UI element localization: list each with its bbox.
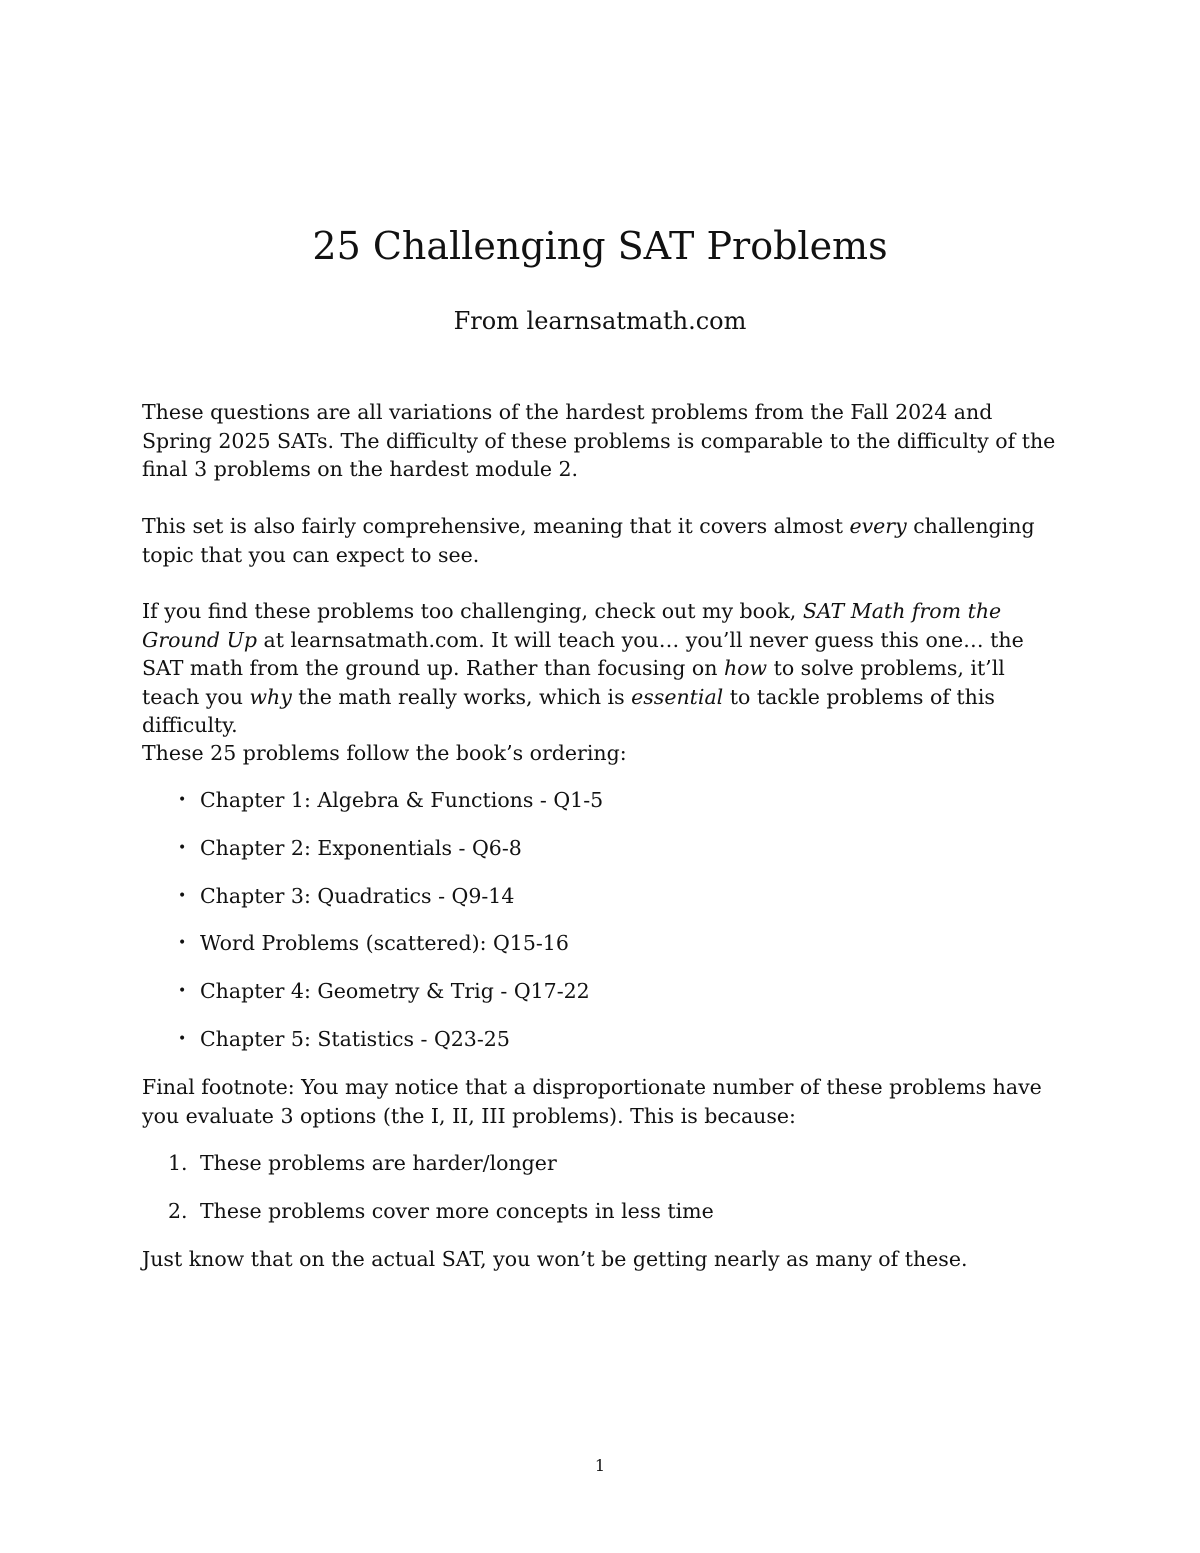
intro-paragraph-3-part-4: the math really works, which is — [291, 684, 632, 709]
chapter-list-item — [142, 929, 603, 977]
bullet-icon: • — [178, 935, 187, 952]
chapter-list-item — [142, 1025, 603, 1073]
final-footnote: Final footnote: You may notice that a disproportionate number of these problems have you evaluate 3 options (the I, II, III problems). This is because: — [142, 1075, 1042, 1128]
chapter-label: Chapter 1: Algebra & Functions - Q1-5 — [200, 788, 604, 812]
closing-paragraph: Just know that on the actual SAT, you won’t be getting nearly as many of these. — [142, 1247, 968, 1271]
bullet-icon: • — [178, 1030, 187, 1047]
reason-text: These problems are harder/longer — [200, 1151, 557, 1175]
chapter-list-item — [142, 786, 603, 834]
chapter-list-item — [142, 977, 603, 1025]
chapter-label: Chapter 3: Quadratics - Q9-14 — [200, 883, 515, 908]
page-number: 1 — [594, 1456, 606, 1475]
ordering-intro: These 25 problems follow the book’s ordering: — [142, 741, 627, 765]
chapter-list — [142, 786, 603, 1073]
bullet-icon: • — [178, 839, 187, 856]
intro-paragraph-2 — [142, 512, 1062, 569]
reason-text: These problems cover more concepts in less time — [200, 1199, 714, 1223]
reason-list-item — [142, 1197, 714, 1245]
intro-paragraph-1: These questions are all variations of the hardest problems from the Fall 2024 and Spring 2025 SATs. The difficulty of these problems is comparable to the difficulty of the final 3 problems on the hardest module 2. — [142, 400, 1056, 481]
chapter-list-item — [142, 834, 603, 882]
chapter-list-item — [142, 882, 603, 930]
intro-paragraph-3-start: If you find these problems too challenging, check out my book, — [142, 599, 803, 623]
bullet-icon: • — [178, 983, 187, 1000]
emphasis-why: why — [249, 684, 292, 709]
intro-paragraph-2-start: This set is also fairly comprehensive, meaning that it covers almost — [142, 514, 850, 538]
page-title: 25 Challenging SAT Problems — [312, 224, 888, 268]
bullet-icon: • — [178, 887, 187, 904]
reason-list-item — [142, 1149, 714, 1197]
reason-number: 1. — [168, 1151, 188, 1175]
intro-paragraph-2-end: challenging topic that you can expect to see. — [142, 514, 1035, 567]
emphasis-essential: essential — [631, 684, 724, 709]
intro-paragraph-3-part-3: to solve problems, it’ll teach you — [142, 656, 1005, 709]
bullet-icon: • — [178, 792, 187, 808]
chapter-label: Chapter 5: Statistics - Q23-25 — [200, 1026, 510, 1051]
emphasis-every: every — [849, 514, 907, 538]
chapter-label: Word Problems (scattered): Q15-16 — [200, 931, 569, 956]
page-subtitle: From learnsatmath.com — [453, 307, 747, 335]
intro-paragraph-3-part-2: at learnsatmath.com. It will teach you… you’ll never guess this one… the SAT math from the ground up. Rather than focusing on — [142, 627, 1024, 680]
chapter-label: Chapter 2: Exponentials - Q6-8 — [200, 835, 522, 860]
intro-paragraph-3-end: to tackle problems of this difficulty. — [142, 684, 995, 737]
chapter-label: Chapter 4: Geometry & Trig - Q17-22 — [200, 979, 590, 1004]
intro-paragraph-3 — [142, 597, 1062, 740]
reason-number: 2. — [168, 1199, 188, 1223]
book-title: SAT Math from the Ground Up — [142, 599, 1002, 652]
reasons-list — [142, 1149, 714, 1245]
emphasis-how: how — [723, 656, 768, 680]
